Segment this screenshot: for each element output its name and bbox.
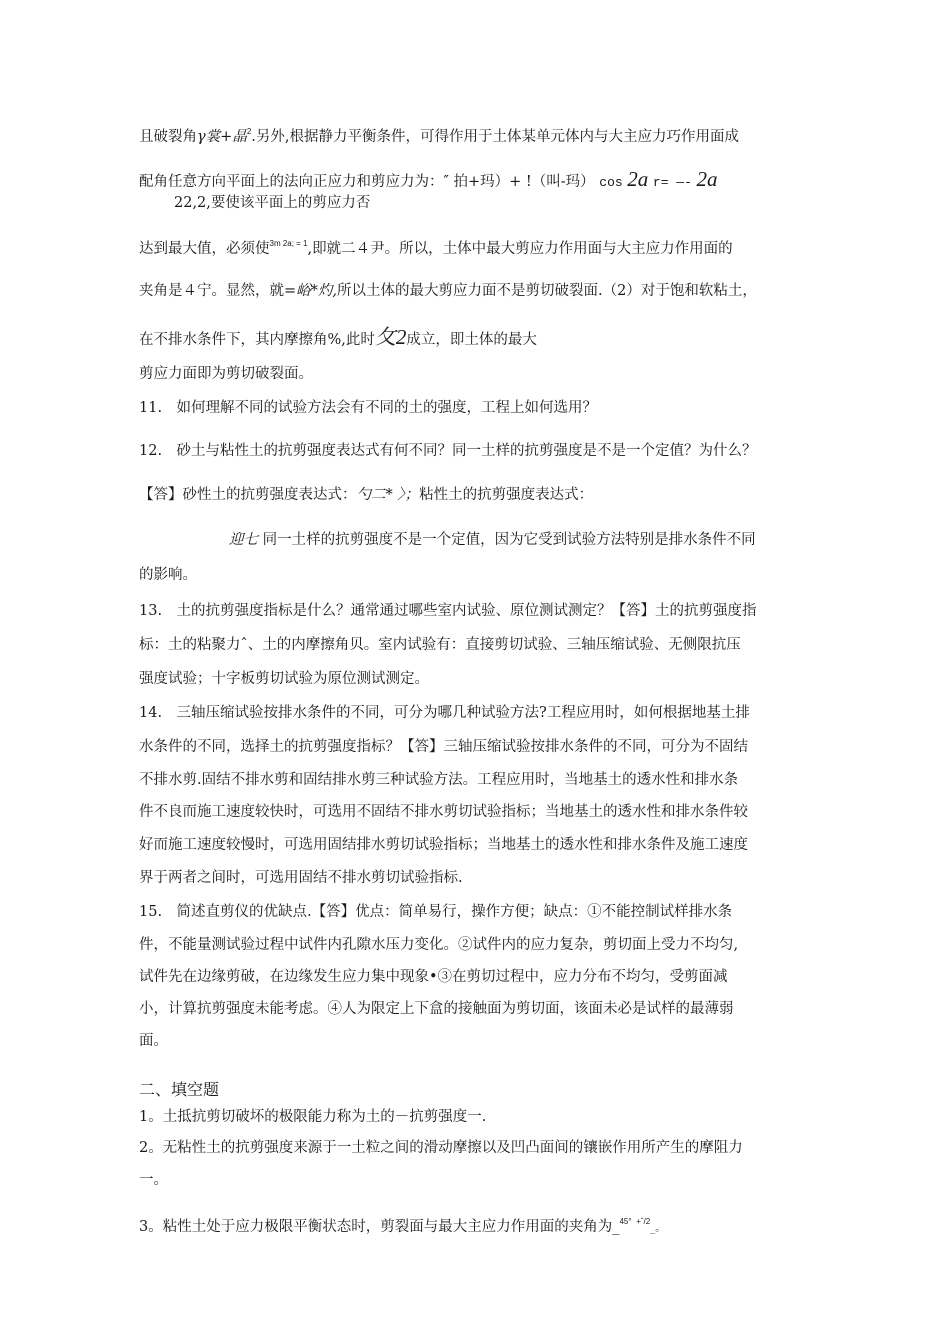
formula-fragment: 攵2 bbox=[374, 325, 407, 349]
text-line bbox=[139, 398, 819, 418]
text-line bbox=[139, 1031, 819, 1051]
text-line bbox=[139, 441, 819, 461]
text-run: 标：土的粘聚力ˆ、土的内摩擦角贝。室内试验有：直接剪切试验、三轴压缩试验、无侧限抗压 bbox=[139, 637, 741, 653]
question-12: 12. 砂土与粘性土的抗剪强度表达式有何不同？同一土样的抗剪强度是不是一个定值？为什么？ bbox=[139, 443, 757, 459]
section-title: 二、填空题 bbox=[139, 1080, 220, 1099]
text-line bbox=[139, 770, 819, 790]
formula-fragment: 3m 2a; = 1 bbox=[269, 239, 308, 248]
text-run: 试件先在边缘剪破，在边缘发生应力集中现象•③在剪切过程中，应力分布不均匀，受剪面减 bbox=[139, 969, 728, 985]
formula-fragment: +ˆ/ bbox=[636, 1217, 646, 1226]
formula-fragment: 45° bbox=[619, 1217, 632, 1226]
text-run: 剪应力面即为剪切破裂面。 bbox=[139, 366, 313, 382]
text-line bbox=[139, 1107, 819, 1127]
superscript: 2 bbox=[246, 127, 252, 136]
text-run: 小，计算抗剪强度未能考虑。④人为限定上下盒的接触面为剪切面，该面未必是试样的最薄弱 bbox=[139, 1001, 734, 1017]
text-line bbox=[139, 902, 819, 922]
formula-fragment: 勺二* 〉； bbox=[356, 487, 420, 503]
text-run: 好而施工速度较慢时，可选用固结排水剪切试验指标；当地基土的透水性和排水条件及施工速度 bbox=[139, 837, 748, 853]
text-run: _。 bbox=[650, 1223, 666, 1234]
text-line bbox=[139, 281, 819, 301]
text-run: 同一土样的抗剪强度不是一个定值，因为它受到试验方法特别是排水条件不同 bbox=[262, 532, 756, 548]
text-line bbox=[139, 737, 819, 757]
text-line bbox=[139, 530, 819, 550]
text-run: 成立，即土体的最大 bbox=[406, 332, 537, 348]
text-run: 强度试验；十字板剪切试验为原位测试测定。 bbox=[139, 671, 429, 687]
text-run: 界于两者之间时，可选用固结不排水剪切试验指标. bbox=[139, 870, 463, 886]
text-line bbox=[139, 1170, 819, 1190]
question-14: 14. 三轴压缩试验按排水条件的不同，可分为哪几种试验方法?工程应用时，如何根据地基土排 bbox=[139, 705, 750, 721]
text-line bbox=[139, 122, 819, 147]
text-run: 配角任意方向平面上的法向正应力和剪应力为：″ 拍+玛）+ !（叫-玛） bbox=[139, 174, 595, 190]
text-line bbox=[139, 325, 819, 352]
text-run: 不排水剪.固结不排水剪和固结排水剪三种试验方法。工程应用时，当地基土的透水性和排水条 bbox=[139, 772, 739, 788]
text-line bbox=[139, 635, 819, 655]
formula-fragment: 2a bbox=[696, 167, 718, 191]
text-run: 22,2,要使该平面上的剪应力否 bbox=[174, 195, 371, 211]
text-run: 在不排水条件下，其内摩擦角%,此时 bbox=[139, 332, 375, 348]
text-line bbox=[139, 1212, 819, 1239]
section-heading bbox=[139, 1080, 819, 1100]
text-run: ,即就二４尹。所以，土体中最大剪应力作用面与大主应力作用面的 bbox=[307, 241, 733, 257]
text-run: .另外,根据静力平衡条件，可得作用于土体某单元体内与大主应力巧作用面成 bbox=[251, 129, 739, 145]
question-11: 11. 如何理解不同的试验方法会有不同的土的强度，工程上如何选用？ bbox=[139, 400, 598, 416]
question-13: 13. 土的抗剪强度指标是什么？通常通过哪些室内试验、原位测试测定？【答】土的抗剪强度指 bbox=[139, 603, 757, 619]
formula-fragment: 2 bbox=[645, 1217, 651, 1226]
text-line bbox=[139, 565, 819, 585]
formula-fragment: 2a bbox=[627, 167, 649, 191]
formula-fragment: r= —- bbox=[652, 175, 692, 190]
text-line bbox=[139, 935, 819, 955]
text-line bbox=[174, 193, 854, 213]
text-run: 一。 bbox=[139, 1172, 168, 1188]
text-line bbox=[139, 601, 819, 621]
text-run: 件，不能量测试验过程中试件内孔隙水压力变化。②试件内的应力复杂，剪切面上受力不均匀, bbox=[139, 937, 739, 953]
text-line bbox=[139, 167, 819, 195]
text-line bbox=[139, 485, 819, 505]
fill-blank-1: 1。土抵抗剪切破坏的极限能力称为土的－抗剪强度一. bbox=[139, 1109, 487, 1125]
formula-fragment: 迎七 bbox=[229, 532, 258, 548]
text-run: 粘性土的抗剪强度表达式： bbox=[419, 487, 594, 503]
text-run: 且破裂角 bbox=[139, 129, 197, 145]
formula-fragment: 峪*灼, bbox=[296, 283, 338, 299]
text-line bbox=[139, 999, 819, 1019]
text-run: 所以土体的最大剪应力面不是剪切破裂面.（2）对于饱和软粘土， bbox=[337, 283, 757, 299]
text-line bbox=[139, 234, 819, 259]
formula-fragment: cos bbox=[599, 175, 623, 190]
fill-blank-3: 3。粘性土处于应力极限平衡状态时，剪裂面与最大主应力作用面的夹角为_ bbox=[139, 1219, 620, 1235]
text-run: 夹角是４宁。显然，就= bbox=[139, 283, 297, 299]
text-run: 【答】砂性土的抗剪强度表达式： bbox=[139, 487, 357, 503]
text-run: 的影响。 bbox=[139, 567, 197, 583]
text-line bbox=[139, 1138, 819, 1158]
text-run: 水条件的不同，选择土的抗剪强度指标？【答】三轴压缩试验按排水条件的不同，可分为不固结 bbox=[139, 739, 748, 755]
text-run: 件不良而施工速度较快时，可选用不固结不排水剪切试验指标；当地基土的透水性和排水条件较 bbox=[139, 804, 748, 820]
text-line bbox=[139, 802, 819, 822]
text-run: 达到最大值，必须使 bbox=[139, 241, 270, 257]
formula-fragment: γ裳+晶 bbox=[197, 129, 247, 145]
text-run: 面。 bbox=[139, 1033, 168, 1049]
text-line bbox=[139, 868, 819, 888]
question-15: 15. 简述直剪仪的优缺点.【答】优点：简单易行，操作方便；缺点：①不能控制试样排水条 bbox=[139, 904, 733, 920]
text-line bbox=[139, 364, 819, 384]
text-line bbox=[139, 669, 819, 689]
text-line bbox=[139, 967, 819, 987]
text-line bbox=[139, 835, 819, 855]
fill-blank-2: 2。无粘性土的抗剪强度来源于一土粒之间的滑动摩擦以及凹凸面间的镶嵌作用所产生的摩阻力 bbox=[139, 1140, 743, 1156]
text-line bbox=[139, 703, 819, 723]
